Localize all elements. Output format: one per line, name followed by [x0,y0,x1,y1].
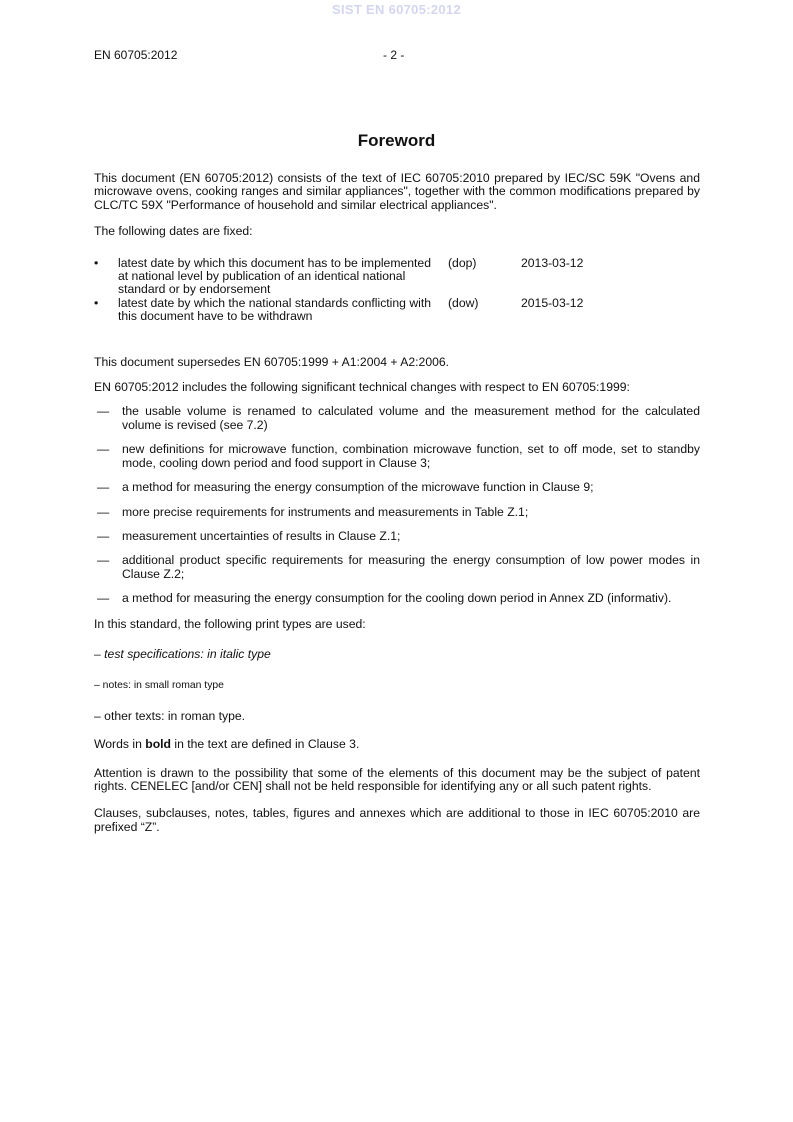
dash-icon: — [97,504,110,519]
bold-note-suffix: in the text are defined in Clause 3. [170,737,360,752]
date-code: (dow) [448,295,479,310]
intro-paragraph: This document (EN 60705:2012) consists of the text of IEC 60705:2010 prepared by IEC/SC 59K "Ovens and microwave ovens, cooking ranges and similar appliances", together with the common modifications prepared by CLC/TC 59X "Performance of household and similar electrical appliances". [94,171,700,212]
changes-intro: EN 60705:2012 includes the following significant technical changes with respect to EN 60705:1999: [94,380,630,395]
list-item [94,554,700,581]
print-type-roman: – other texts: in roman type. [94,708,246,723]
dates-list-item [94,297,700,324]
dates-intro: The following dates are fixed: [94,224,253,239]
list-item [94,592,700,605]
list-item [94,530,700,543]
list-item [94,443,700,470]
document-body [94,172,700,834]
dash-icon: — [97,442,110,457]
date-description: latest date by which this document has to be implemented [118,255,431,270]
print-types-intro: In this standard, the following print types are used: [94,616,366,631]
page-title: Foreword [357,131,436,150]
date-value: 2013-03-12 [521,255,584,270]
change-text: new definitions for microwave function, combination microwave function, set to off mode, set to standby mode, cooling down period and food support in Clause 3; [122,442,700,470]
prefix-note: Clauses, subclauses, notes, tables, figures and annexes which are additional to those in IEC 60705:2010 are prefixed “Z”. [94,806,700,834]
change-text: the usable volume is renamed to calculated volume and the measurement method for the calculated volume is revised (see 7.2) [122,404,700,432]
bullet-icon: • [94,255,99,270]
list-item [94,405,700,432]
dash-icon: — [97,480,110,495]
dash-icon: — [97,528,110,543]
bold-note [94,738,700,751]
bold-note-term: bold [145,737,171,752]
watermark: SIST EN 60705:2012 [332,2,461,17]
dash-icon: — [97,404,110,419]
date-value: 2015-03-12 [521,295,584,310]
supersedes-paragraph: This document supersedes EN 60705:1999 + A1:2004 + A2:2006. [94,354,450,369]
change-text: additional product specific requirements for measuring the energy consumption of low power modes in Clause Z.2; [122,553,700,581]
dates-list [94,257,700,324]
change-text: more precise requirements for instruments and measurements in Table Z.1; [122,504,529,519]
header-doc-id: EN 60705:2012 [94,48,178,62]
change-text: measurement uncertainties of results in Clause Z.1; [122,528,401,543]
dash-icon: — [97,591,110,606]
dash-icon: — [97,553,110,568]
bullet-icon: • [94,295,99,310]
dates-list-item [94,257,700,297]
patent-paragraph: Attention is drawn to the possibility that some of the elements of this document may be the subject of patent rights. CENELEC [and/or CEN] shall not be held responsible for identifying any or all such patent rights. [94,765,700,793]
list-item [94,481,700,494]
date-description: latest date by which the national standards conflicting with this document have to be withdrawn [118,295,431,324]
changes-list [94,405,700,605]
date-description-continued: at national level by publication of an identical national standard or by endorsement [118,269,406,297]
list-item [94,506,700,519]
print-type-small: – notes: in small roman type [94,680,224,692]
page-number: - 2 - [383,48,405,62]
print-type-italic: – test specifications: in italic type [94,646,271,661]
change-text: a method for measuring the energy consumption for the cooling down period in Annex ZD (informativ). [122,591,672,606]
date-code: (dop) [448,255,477,270]
change-text: a method for measuring the energy consumption of the microwave function in Clause 9; [122,480,594,495]
bold-note-prefix: Words in [94,737,146,752]
